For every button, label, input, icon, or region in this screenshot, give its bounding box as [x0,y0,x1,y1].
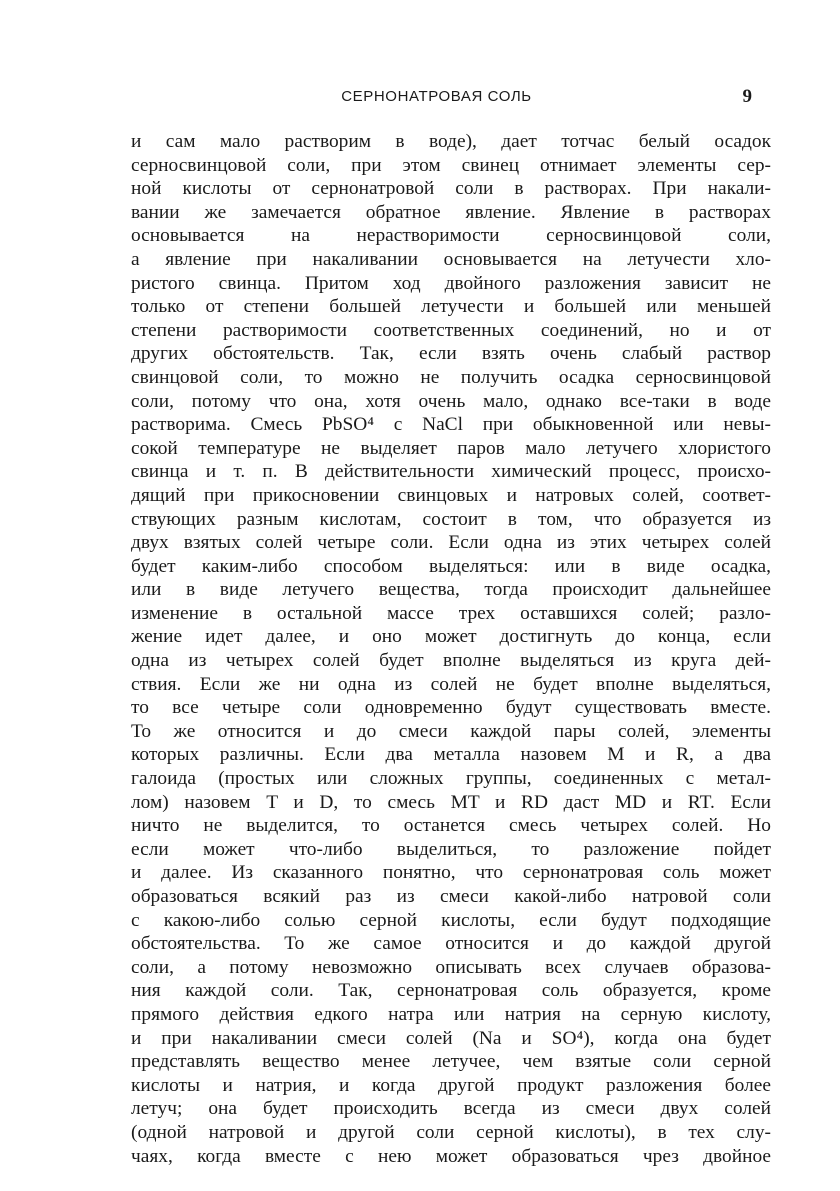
text-line: соли, потому что она, хотя очень мало, однако все-таки в воде [131,390,771,412]
text-line: вании же замечается обратное явление. Явление в растворах [131,201,771,223]
text-line: ствующих разным кислотам, состоит в том, что образуется из [131,508,771,530]
body-text [131,130,771,1168]
text-line: лом) назовем T и D, то смесь MT и RD даст MD и RT. Если [131,791,771,813]
text-line: летуч; она будет происходить всегда из смеси двух солей [131,1098,771,1120]
text-line: ристого свинца. Притом ход двойного разложения зависит не [131,272,771,294]
text-line: галоида (простых или сложных группы, соединенных с метал- [131,768,771,790]
text-line: образоваться всякий раз из смеси какой-либо натровой соли [131,886,771,907]
text-line: если может что-либо выделиться, то разложение пойдет [131,838,771,860]
text-line: ния каждой соли. Так, сернонатровая соль образуется, кроме [131,980,771,1002]
text-line: (одной натровой и другой соли серной кислоты), в тех слу- [131,1121,771,1143]
text-line: жение идет далее, и оно может достигнуть до конца, если [131,626,771,648]
text-line: с какою-либо солью серной кислоты, если будут подходящие [131,909,771,931]
text-line: То же относится и до смеси каждой пары солей, элементы [131,720,771,742]
text-line: и далее. Из сказанного понятно, что сернонатровая соль может [131,862,771,884]
text-line: и сам мало растворим в воде), дает тотчас белый осадок [131,131,771,152]
text-line: которых различны. Если два металла назовем M и R, а два [131,744,771,766]
text-line: свинцовой соли, то можно не получить осадка серносвинцовой [131,366,771,388]
text-line: изменение в остальной массе трех оставшихся солей; разло- [131,602,771,624]
text-line: одна из четырех солей будет вполне выделяться из круга дей- [131,650,771,672]
text-line: то все четыре соли одновременно будут существовать вместе. [131,697,771,719]
text-line: серносвинцовой соли, при этом свинец отнимает элементы сер- [131,154,771,176]
text-line: представлять вещество менее летучее, чем взятые соли серной [131,1051,771,1073]
text-line: ной кислоты от сернонатровой соли в растворах. При накали- [131,178,771,200]
text-line: дящий при прикосновении свинцовых и натровых солей, соответ- [131,484,771,506]
text-line: прямого действия едкого натра или натрия на серную кислоту, [131,1003,771,1025]
text-line: степени растворимости соответственных соединений, но и от [131,319,771,341]
text-line: соли, а потому невозможно описывать всех случаев образова- [131,956,771,978]
text-line: кислоты и натрия, и когда другой продукт разложения более [131,1074,771,1096]
text-line: свинца и т. п. В действительности химический процесс, происхо- [131,461,771,483]
text-line: и при накаливании смеси солей (Na и SO⁴), когда она будет [131,1027,771,1049]
text-line: двух взятых солей четыре соли. Если одна из этих четырех солей [131,532,771,554]
running-title: СЕРНОНАТРОВАЯ СОЛЬ [341,88,532,105]
text-line: только от степени большей летучести и большей или меньшей [131,296,771,318]
text-line: ствия. Если же ни одна из солей не будет вполне выделяться, [131,673,771,695]
text-line: растворима. Смесь PbSO⁴ с NaCl при обыкновенной или невы- [131,414,771,436]
text-line: или в виде летучего вещества, тогда происходит дальнейшее [131,579,771,601]
text-line: будет каким-либо способом выделяться: или в виде осадка, [131,555,771,577]
text-line: сокой температуре не выделяет паров мало летучего хлористого [131,437,771,459]
running-head [133,86,752,110]
text-line: обстоятельства. То же самое относится и до каждой другой [131,933,771,955]
text-line: ничто не выделится, то останется смесь четырех солей. Но [131,815,771,837]
text-line: других обстоятельств. Так, если взять очень слабый раствор [131,343,771,365]
text-line: а явление при накаливании основывается на летучести хло- [131,248,771,270]
text-line: чаях, когда вместе с нею может образоваться чрез двойное [131,1145,771,1167]
text-line: основывается на нерастворимости серносвинцовой соли, [131,225,771,247]
page-number: 9 [742,86,752,107]
